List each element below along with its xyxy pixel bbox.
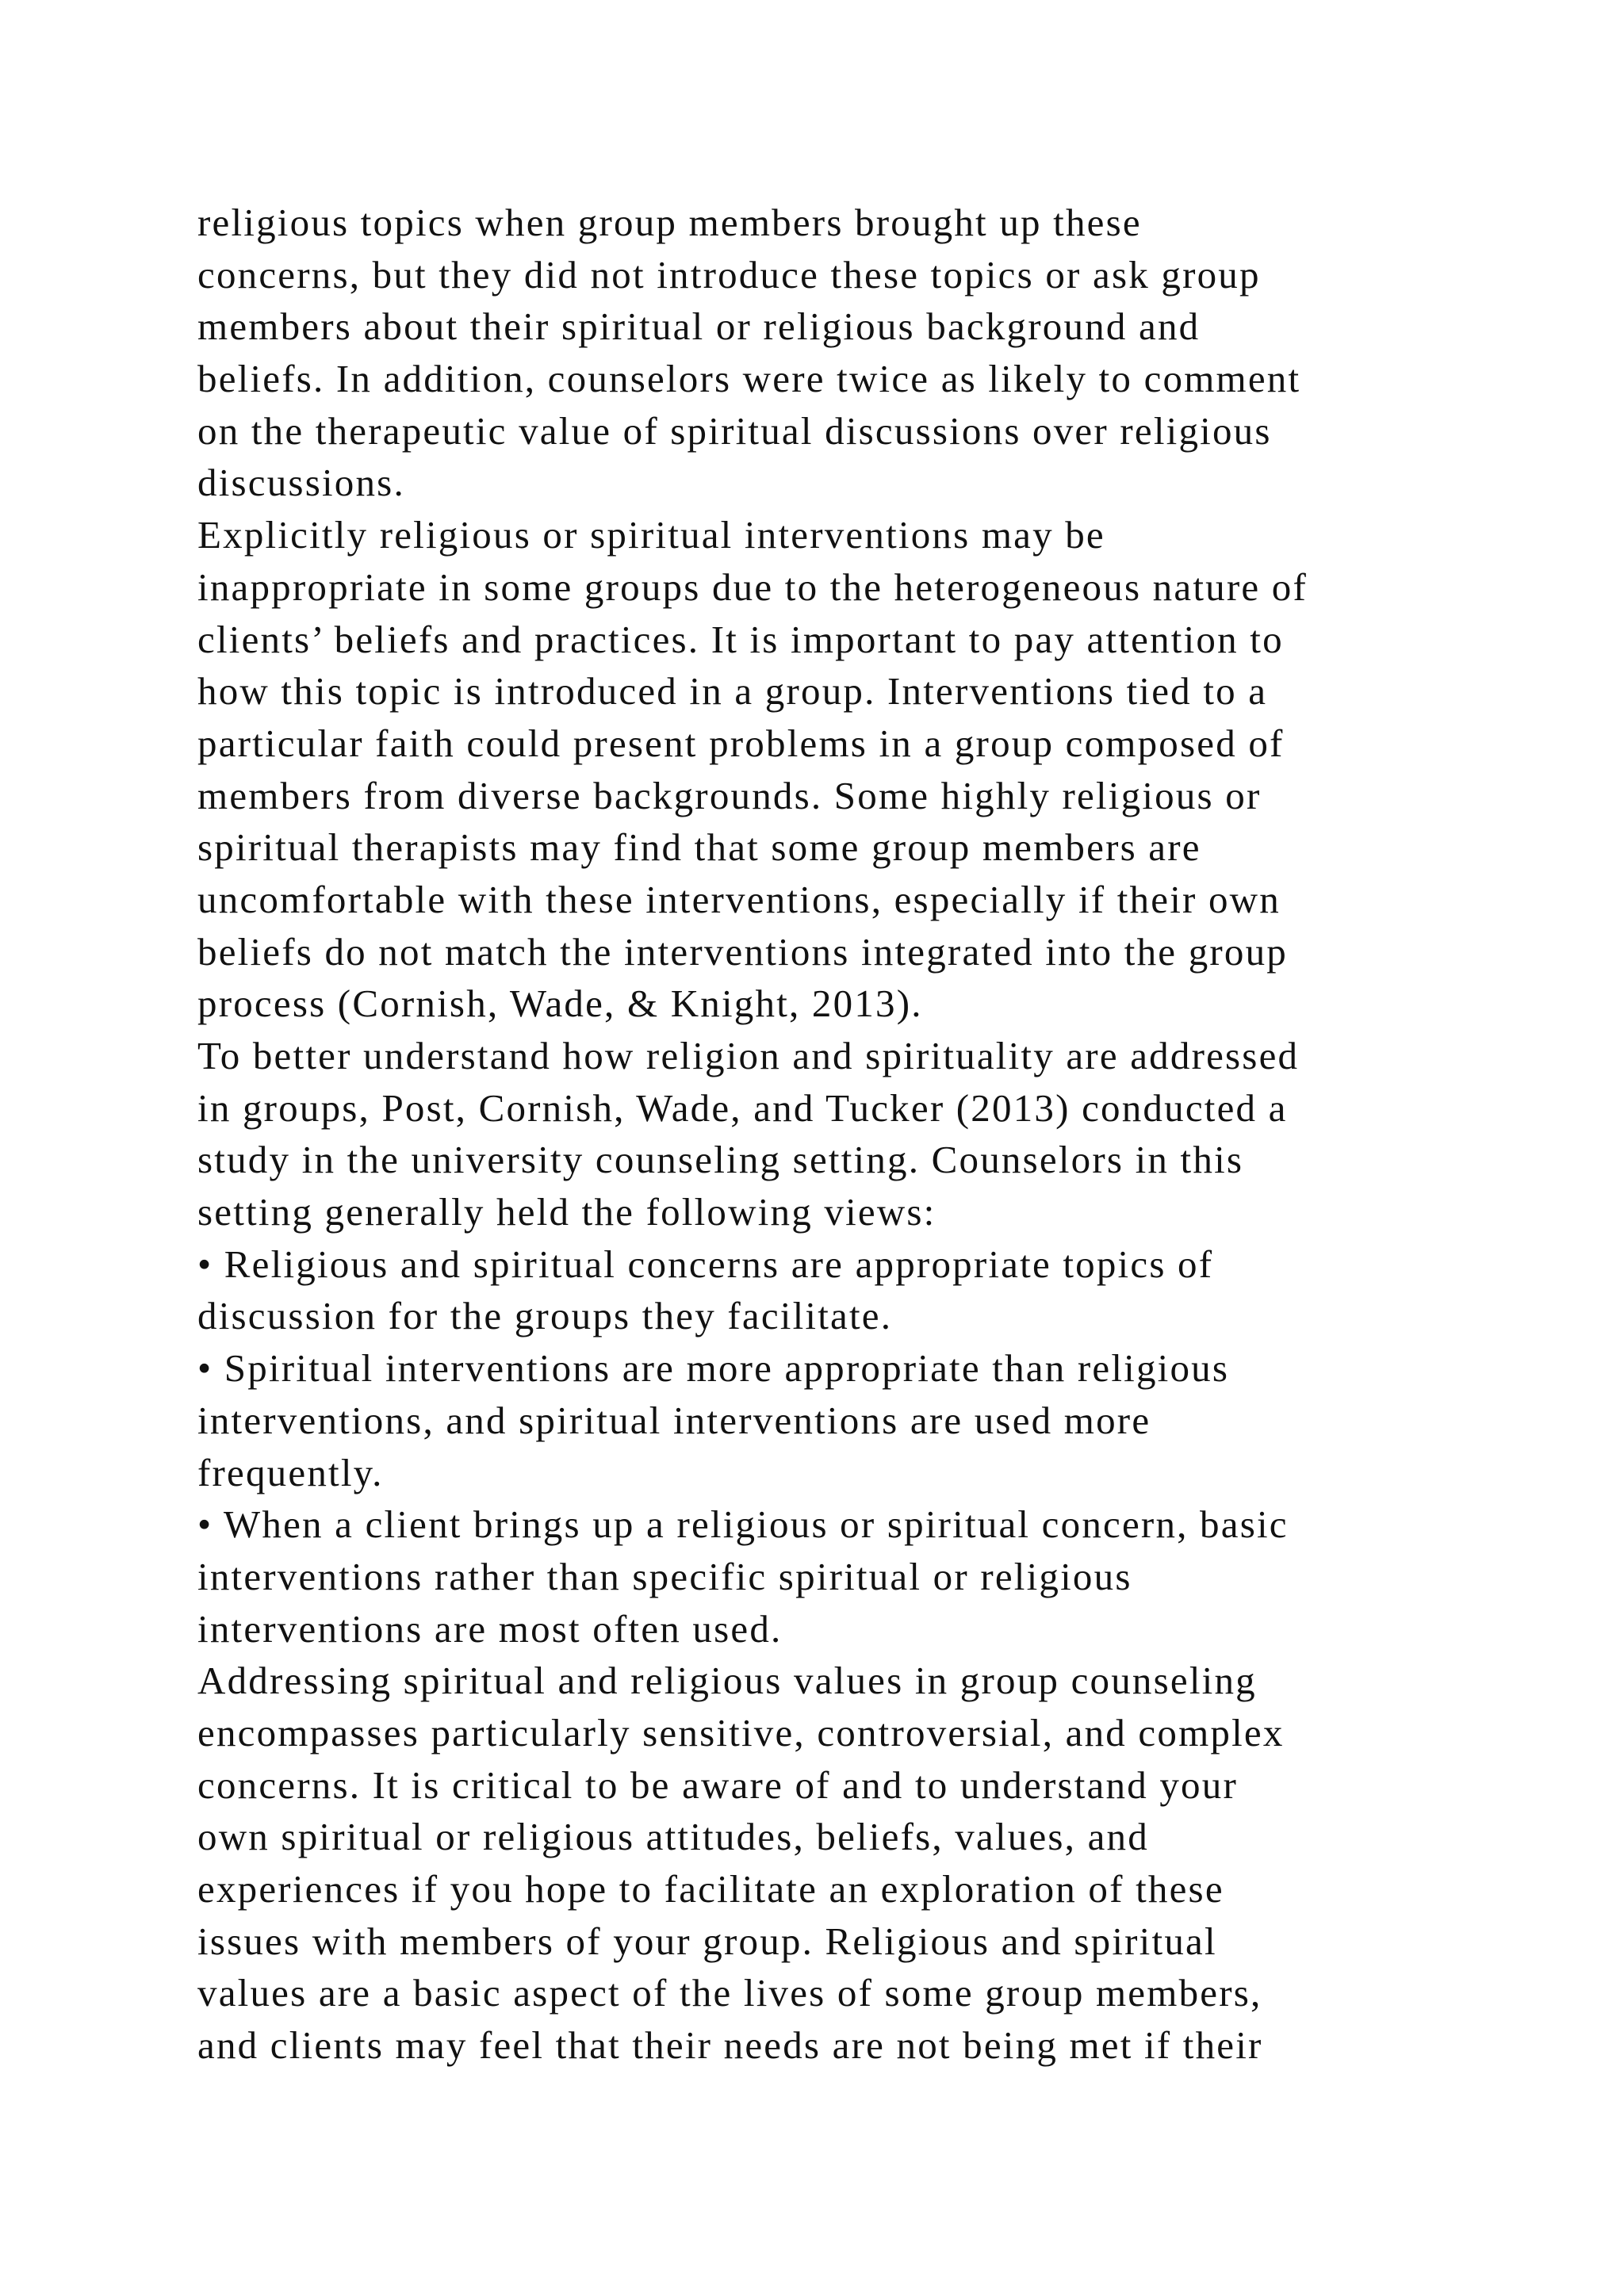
text-line: in groups, Post, Cornish, Wade, and Tucker (2013) conducted a [197, 1085, 1288, 1130]
text-line: discussions. [197, 461, 405, 505]
text-line: clients’ beliefs and practices. It is important to pay attention to [197, 617, 1284, 661]
text-line: process (Cornish, Wade, & Knight, 2013). [197, 982, 923, 1026]
bullet-item: • Spiritual interventions are more appropriate than religious [197, 1346, 1230, 1391]
text-line: experiences if you hope to facilitate an exploration of these [197, 1867, 1224, 1911]
text-line: members from diverse backgrounds. Some highly religious or [197, 773, 1262, 817]
text-line: Explicitly religious or spiritual interventions may be [197, 513, 1105, 557]
text-line: inappropriate in some groups due to the heterogeneous nature of [197, 564, 1308, 609]
text-line: uncomfortable with these interventions, especially if their own [197, 877, 1281, 921]
text-line: interventions, and spiritual interventions are used more [197, 1398, 1151, 1442]
text-line: how this topic is introduced in a group. Interventions tied to a [197, 669, 1268, 714]
bullet-item: • When a client brings up a religious or spiritual concern, basic [197, 1502, 1289, 1547]
text-line: on the therapeutic value of spiritual discussions over religious [197, 408, 1272, 453]
text-line: concerns. It is critical to be aware of and to understand your [197, 1762, 1238, 1807]
text-line: concerns, but they did not introduce these topics or ask group [197, 252, 1261, 297]
text-line: discussion for the groups they facilitate. [197, 1294, 893, 1338]
text-line: spiritual therapists may find that some group members are [197, 825, 1201, 870]
text-line: beliefs do not match the interventions integrated into the group [197, 929, 1289, 974]
text-line: own spiritual or religious attitudes, beliefs, values, and [197, 1815, 1149, 1859]
text-line: interventions rather than specific spiritual or religious [197, 1554, 1132, 1598]
text-line: setting generally held the following views: [197, 1190, 936, 1234]
text-line: To better understand how religion and spirituality are addressed [197, 1034, 1300, 1077]
text-line: interventions are most often used. [197, 1606, 783, 1651]
text-line: beliefs. In addition, counselors were twice as likely to comment [197, 357, 1301, 401]
body-text [197, 197, 1498, 2072]
text-line: study in the university counseling setting. Counselors in this [197, 1138, 1244, 1182]
text-line: values are a basic aspect of the lives of some group members, [197, 1971, 1262, 2015]
bullet-item: • Religious and spiritual concerns are appropriate topics of [197, 1242, 1214, 1286]
text-line: frequently. [197, 1450, 384, 1494]
text-line: Addressing spiritual and religious values in group counseling [197, 1659, 1257, 1703]
text-line: members about their spiritual or religious background and [197, 304, 1201, 349]
text-line: issues with members of your group. Religious and spiritual [197, 1919, 1217, 1963]
text-line: particular faith could present problems in a group composed of [197, 721, 1285, 765]
text-line: religious topics when group members brought up these [197, 201, 1142, 244]
text-line: encompasses particularly sensitive, controversial, and complex [197, 1710, 1285, 1755]
text-line: and clients may feel that their needs are not being met if their [197, 2023, 1263, 2068]
